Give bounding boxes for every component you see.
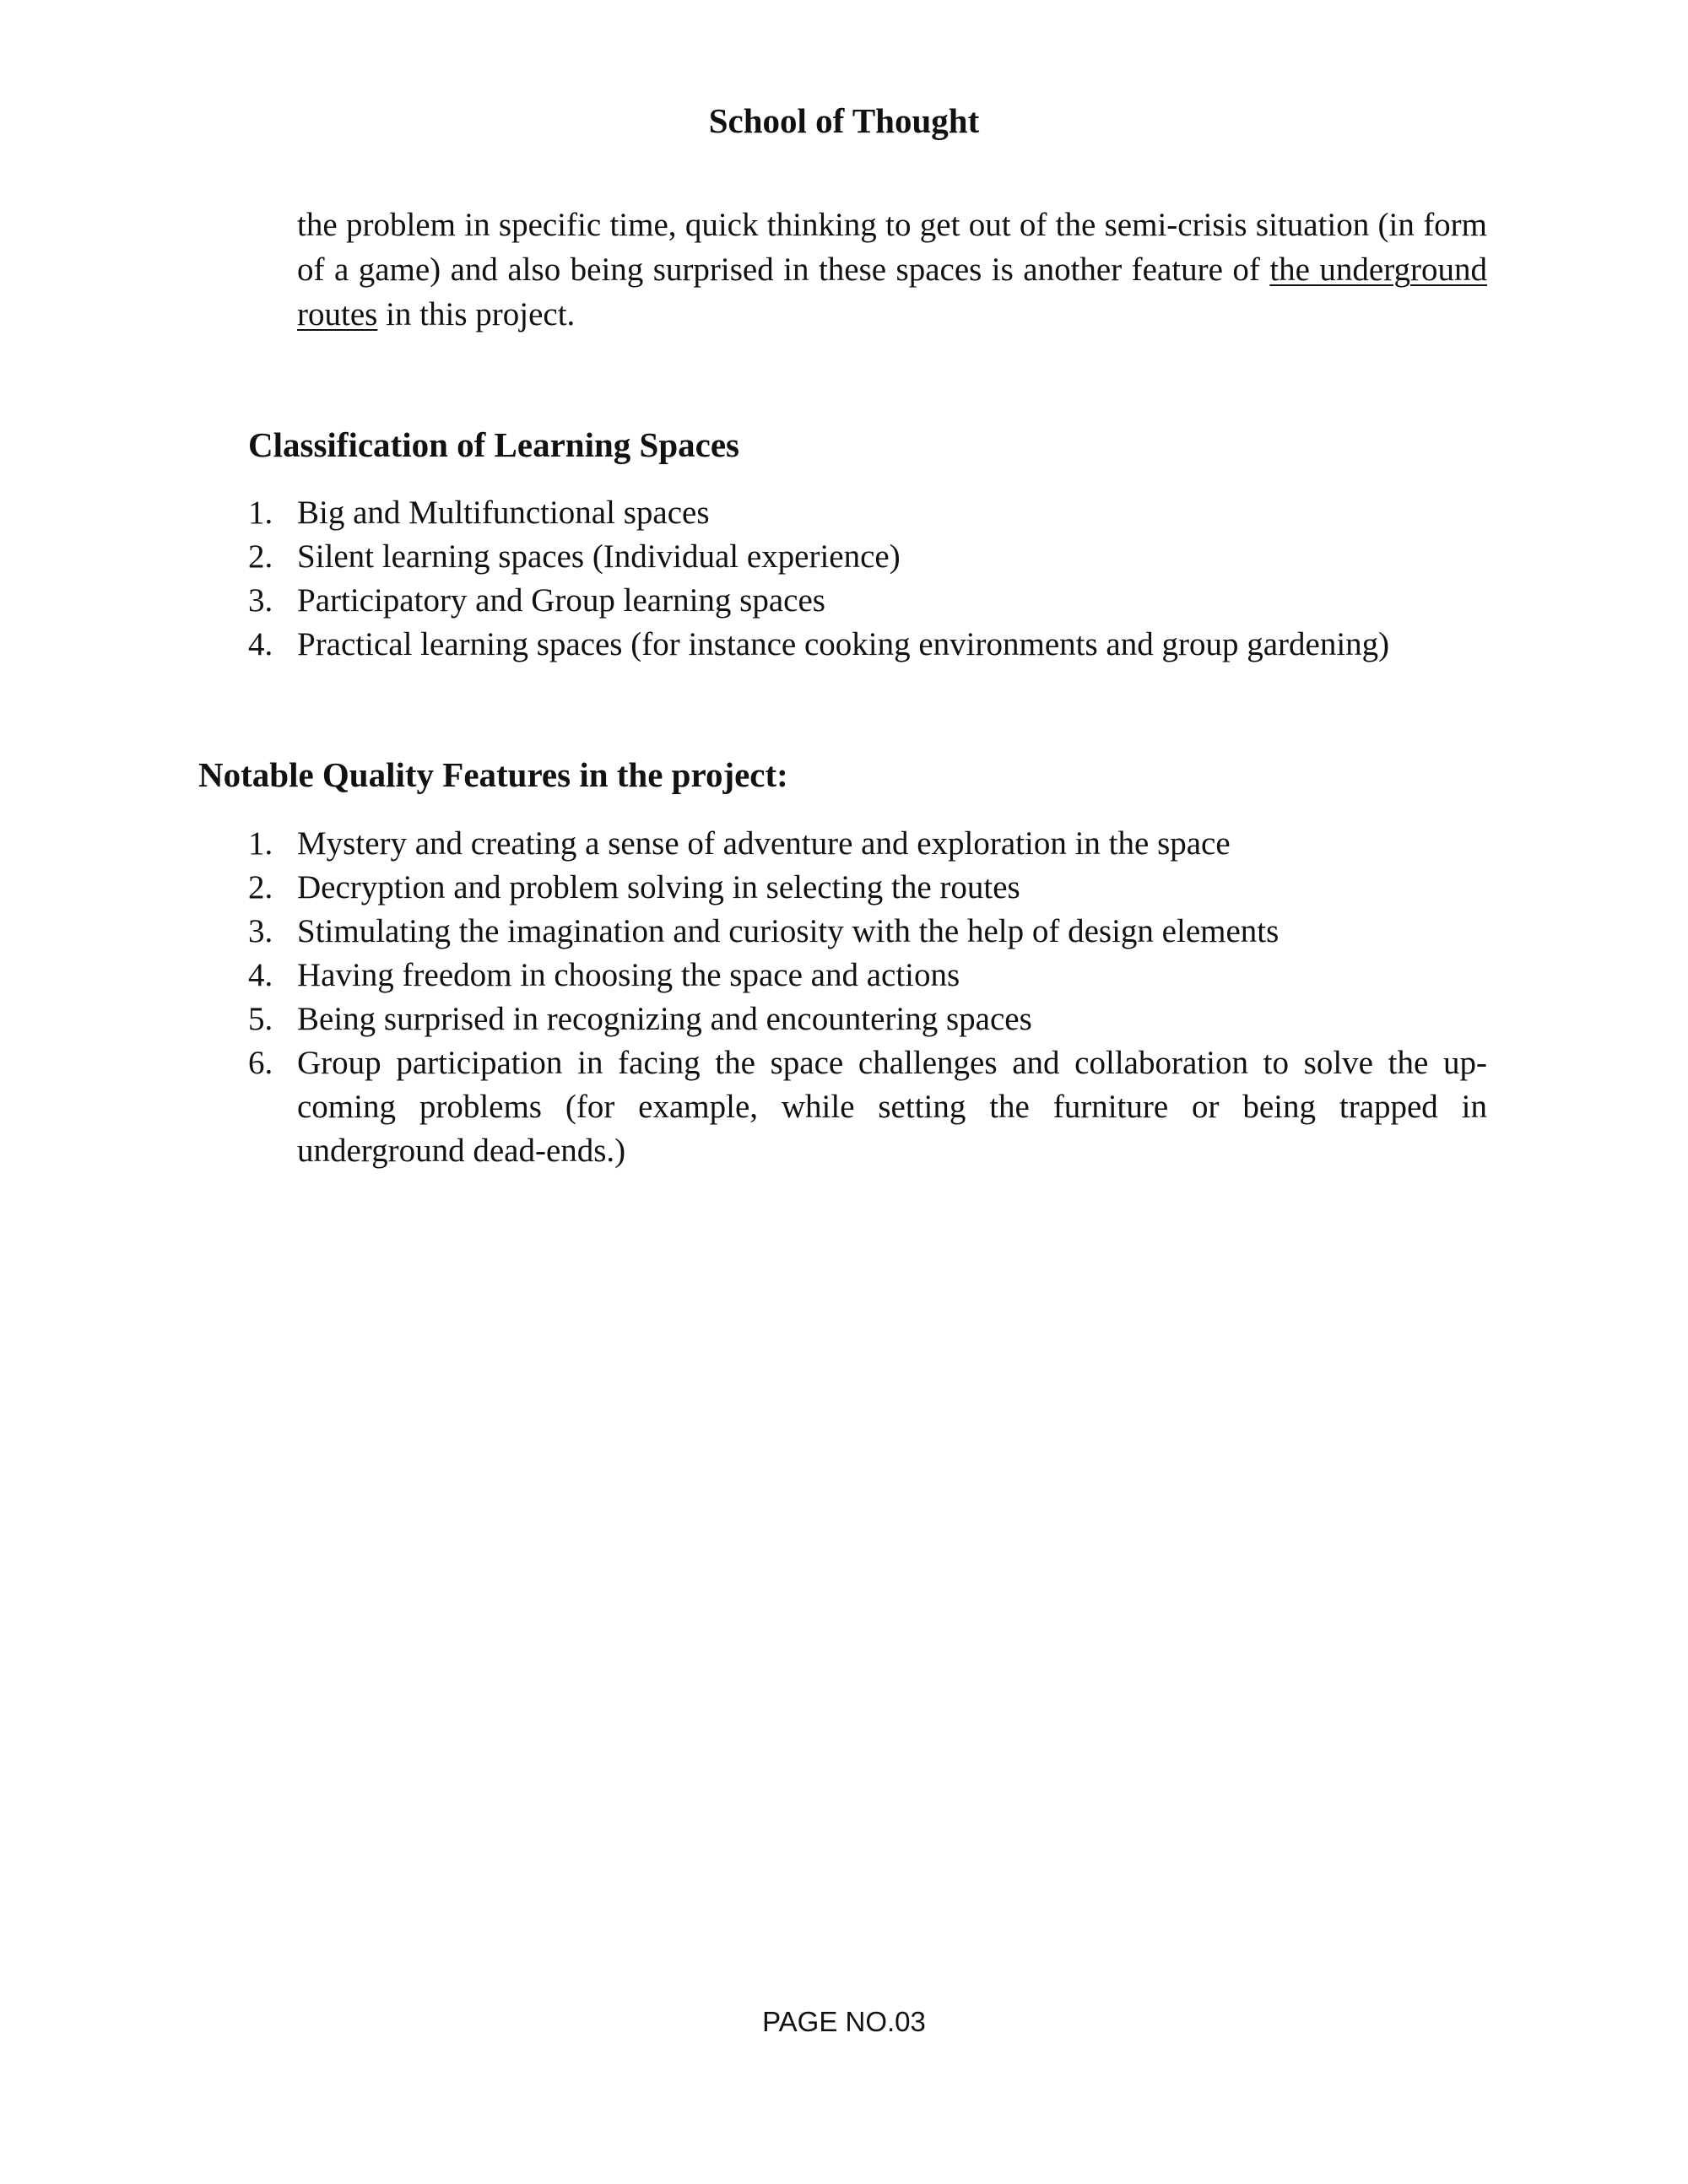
list-item [248,866,1487,910]
list-item-text: Practical learning spaces (for instance cooking environments and group gardening) [297,626,1390,662]
list-item-number: 2. [248,538,273,575]
intro-text-before: the problem in specific time, quick thinking to get out of the semi-crisis situation (in form of a game) and also being surprised in these spaces is another feature of [297,207,1487,288]
list-item-number: 1. [248,825,273,862]
list-item [248,910,1487,954]
list-item-text: Decryption and problem solving in selecting the routes [297,869,1020,905]
classification-heading: Classification of Learning Spaces [248,425,739,464]
list-item-number: 4. [248,626,273,662]
list-item-text: Stimulating the imagination and curiosity with the help of design elements [297,913,1280,949]
list-item [248,535,1487,579]
list-item-text: Participatory and Group learning spaces [297,582,825,619]
list-item-number: 3. [248,582,273,619]
page-title: School of Thought [708,101,980,140]
intro-paragraph [297,203,1487,337]
list-item-text: Big and Multifunctional spaces [297,495,710,531]
list-item-number: 1. [248,495,273,531]
page-number: PAGE NO.03 [762,2006,926,2037]
list-item-text: Having freedom in choosing the space and actions [297,957,960,993]
list-item-text: Silent learning spaces (Individual experience) [297,538,901,575]
list-item [248,954,1487,997]
classification-list [248,491,1487,667]
list-item [248,579,1487,623]
list-item [248,491,1487,535]
intro-text-after: in this project. [377,296,576,332]
list-item-number: 2. [248,869,273,905]
list-item-number: 3. [248,913,273,949]
intro-underlined-text: the underground routes [297,251,1487,332]
list-item-number: 5. [248,1001,273,1037]
list-item-number: 4. [248,957,273,993]
list-item [248,1041,1487,1173]
list-item [248,822,1487,866]
list-item-number: 6. [248,1045,273,1081]
list-item-text: Being surprised in recognizing and encountering spaces [297,1001,1032,1037]
quality-features-list [248,822,1487,1173]
list-item [248,997,1487,1041]
quality-features-heading: Notable Quality Features in the project: [198,755,788,794]
list-item-text: Group participation in facing the space challenges and collaboration to solve the up-coming problems (for example, while setting the furniture or being trapped in underground dead-ends.) [297,1045,1487,1169]
list-item [248,623,1487,667]
list-item-text: Mystery and creating a sense of adventure and exploration in the space [297,825,1231,862]
